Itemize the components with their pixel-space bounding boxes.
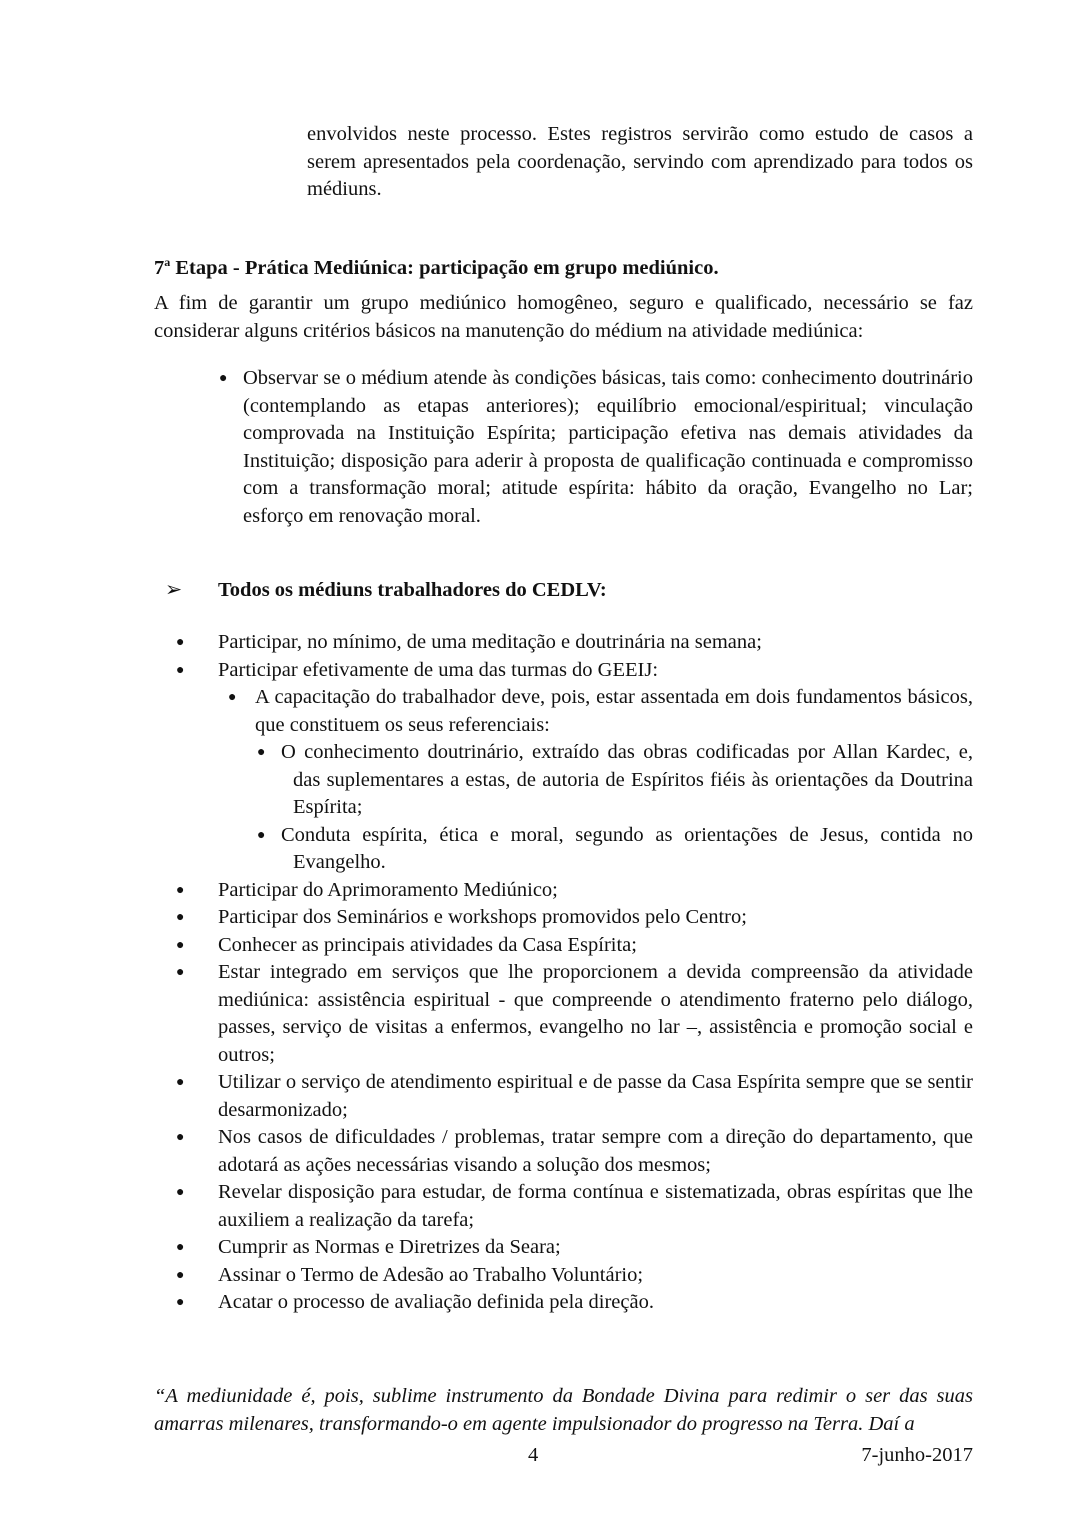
list-item — [176, 904, 973, 932]
list-item — [176, 1069, 973, 1124]
list-item — [176, 932, 973, 960]
intro-paragraph: A fim de garantir um grupo mediúnico homogêneo, seguro e qualificado, necessário se faz considerar alguns critérios básicos na manutenção do médium na atividade mediúnica: — [154, 292, 973, 342]
list-item-text: Participar, no mínimo, de uma meditação e doutrinária na semana; — [218, 631, 762, 653]
section-heading — [154, 248, 719, 282]
list-item-text: Observar se o médium atende às condições básicas, tais como: conhecimento doutrinário (contemplando as etapas anteriores); equilíbrio emocional/espiritual; vinculação comprovada na Instituição Espírita; participação efetiva nas demais atividades da Instituição; disposição para aderir à proposta de qualificação continuada e compromisso com a transformação moral; atitude espírita: hábito da oração, Evangelho no Lar; esforço em renovação moral. — [243, 367, 973, 527]
bullet-icon: ● — [176, 662, 185, 678]
sublist — [218, 684, 973, 877]
list-item — [257, 739, 973, 822]
bullet-icon: ● — [176, 1185, 185, 1200]
heading-text: Etapa - Prática Mediúnica: participação em grupo mediúnico. — [170, 257, 719, 279]
bullet-icon: ● — [176, 1130, 185, 1145]
heading-ordinal: a — [164, 255, 171, 269]
continuation-paragraph: envolvidos neste processo. Estes registros servirão como estudo de casos a serem apresentados pela coordenação, servindo com aprendizado para todos os médiuns. — [307, 123, 973, 200]
list-item — [176, 1179, 973, 1234]
list-item-text: Nos casos de dificuldades / problemas, tratar sempre com a direção do departamento, que adotará as ações necessárias visando a solução dos mesmos; — [218, 1126, 973, 1176]
list-item — [219, 365, 973, 530]
heading-number: 7 — [154, 257, 165, 279]
list-item-text: Estar integrado em serviços que lhe proporcionem a devida compreensão da atividade mediúnica: assistência espiritual - que compreende o atendimento fraterno pelo diálogo, passes, serviço de visitas a enfermos, evangelho no lar –, assistência e promoção social e outros; — [218, 961, 973, 1066]
bullet-icon: ● — [176, 1240, 185, 1255]
list-item-text: Acatar o processo de avaliação definida pela direção. — [218, 1291, 654, 1313]
list-item — [176, 1234, 973, 1262]
list-item-text: Conhecer as principais atividades da Casa Espírita; — [218, 933, 637, 956]
bullet-icon: ● — [176, 1267, 185, 1283]
sublist — [255, 739, 973, 877]
list-item-text: Participar efetivamente de uma das turmas do GEEIJ: — [218, 658, 659, 681]
list-item — [176, 1124, 973, 1179]
list-item — [176, 629, 973, 657]
bullet-icon: ● — [176, 965, 185, 980]
bullet-icon: ● — [176, 1075, 185, 1090]
quote-paragraph: “A mediunidade é, pois, sublime instrumento da Bondade Divina para redimir o ser das suas amarras milenares, transformando-o em agente impulsionador do progresso na Terra. Daí a — [154, 1385, 973, 1435]
list-item-text: Cumprir as Normas e Diretrizes da Seara; — [218, 1236, 561, 1258]
bullet-icon: ● — [228, 690, 237, 705]
page-number: 4 — [528, 1444, 539, 1466]
bullet-icon: ● — [176, 1295, 185, 1310]
bullet-icon: ● — [219, 371, 228, 386]
bullet-icon: ● — [176, 882, 185, 898]
bullet-icon: ● — [176, 635, 185, 650]
list-item — [228, 684, 973, 877]
arrow-bullet-icon: ➢ — [165, 579, 183, 601]
list-item — [176, 877, 973, 905]
bullet-icon: ● — [257, 827, 266, 843]
list-item-text: Participar dos Seminários e workshops promovidos pelo Centro; — [218, 906, 747, 928]
list-item — [176, 959, 973, 1069]
bullet-icon: ● — [176, 910, 185, 925]
list-item — [176, 1262, 973, 1290]
bullet-icon: ● — [176, 937, 185, 953]
workers-heading-text: Todos os médiuns trabalhadores do CEDLV: — [218, 579, 607, 601]
list-item — [176, 1289, 973, 1317]
list-item-text: Assinar o Termo de Adesão ao Trabalho Voluntário; — [218, 1263, 644, 1286]
list-item-text: O conhecimento doutrinário, extraído das obras codificadas por Allan Kardec, e, das suplementares a estas, de autoria de Espíritos fiéis às orientações da Doutrina Espírita; — [281, 741, 973, 818]
list-item-text: Participar do Aprimoramento Mediúnico; — [218, 878, 558, 901]
list-item-text: Revelar disposição para estudar, de forma contínua e sistematizada, obras espíritas que lhe auxiliem a realização da tarefa; — [218, 1181, 973, 1231]
footer-date: 7-junho-2017 — [861, 1444, 973, 1466]
requirements-list — [176, 629, 973, 1317]
bullet-icon: ● — [257, 745, 266, 760]
list-item-text: A capacitação do trabalhador deve, pois, estar assentada em dois fundamentos básicos, que constituem os seus referenciais: — [255, 686, 973, 736]
list-item-text: Conduta espírita, ética e moral, segundo as orientações de Jesus, contida no Evangelho. — [281, 823, 973, 873]
list-item-text: Utilizar o serviço de atendimento espiritual e de passe da Casa Espírita sempre que se sentir desarmonizado; — [218, 1071, 973, 1121]
list-item — [176, 657, 973, 877]
list-item — [257, 822, 973, 877]
criteria-list — [219, 365, 973, 530]
